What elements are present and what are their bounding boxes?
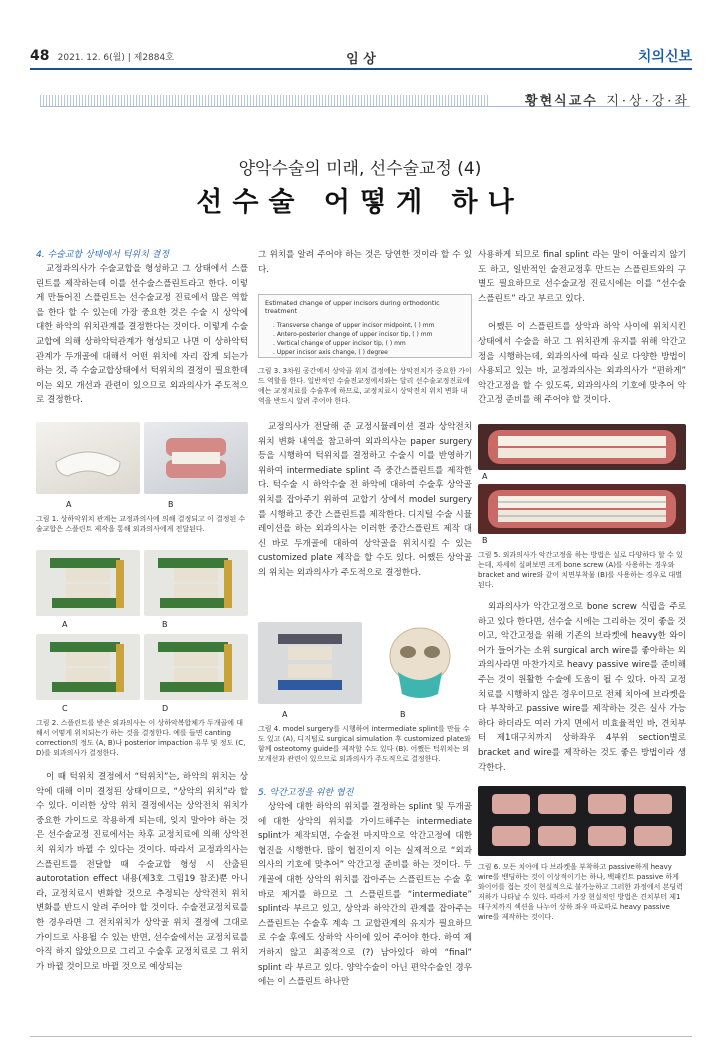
col2-para2: 교정의사가 전달해 준 교정시뮬레이션 결과 상악전치 위치 변화 내역을 참고하여 외과의사는 paper surgery 등을 시행하여 턱위치를 결정하고 수술시 이를 반영하기 위하여 intermediate splint 즉 중간스플린트를 제작한다. 턱수술 시 하악수술 전 하악에 대하여 수술후 상악골 위치를 잡아주기 위하여 교합기 상에서 model surgery를 시행하고 중간 스플린트를 제작한다. 디지털 수술 시뮬레이션을 하는 외과의사는 이러한 중간스플린트 제작 대신 바로 두개골에 대하여 상악골을 위치시킬 수 있는 customized plate 제작을 할 수도 있다. 어쨌든 상악골의 위치는 외과의사가 주도적으로 결정한다. xyxy=(258,422,472,578)
column-1-top xyxy=(36,248,248,408)
figure-5a-bone-screw-photo xyxy=(478,424,686,470)
banner-series: 지·상·강·좌 xyxy=(606,94,690,109)
issue-meta: 2021. 12. 6(월) | 제2884호 xyxy=(57,53,174,63)
articulator-icon xyxy=(36,634,140,700)
teeth-icon xyxy=(478,424,686,470)
checklist-item-2: . Antero-posterior change of upper incisor tip, ( ) mm xyxy=(273,331,433,338)
column-1-bottom xyxy=(36,770,248,974)
figure-1a-splint-photo xyxy=(36,422,140,494)
figure-6-caption: 그림 6. 모든 치아에 다 브라켓을 부착하고 passive하게 heavy wire를 밴딩하는 것이 이상적이기는 하나, 백패킨트 passive 하게 와이어를 접는 것이 현실적으로 불가능하고 그러한 과정에서 본딩력 저하가 나타날 수 있다. 따라서 가장 현실적인 방법은 견치부터 제1대구치까지 섹션을 나누어 상하 좌우 따로따로 heavy passive wire를 제작하는 것이다. xyxy=(478,863,683,921)
footer-rule xyxy=(30,1036,692,1037)
banner-title xyxy=(525,90,690,109)
banner-author: 황현식교수 xyxy=(525,94,598,109)
col2-para1: 그 위치를 알려 주어야 하는 것은 당연한 것이라 할 수 있다. xyxy=(258,250,472,275)
teeth-icon xyxy=(478,484,686,534)
column-3-top xyxy=(478,248,686,408)
figure-4b-skull-simulation xyxy=(368,622,472,704)
fig2-label-d: D xyxy=(162,704,169,713)
figure-4a-model-surgery-photo xyxy=(258,622,362,704)
fig4-label-a: A xyxy=(282,710,288,719)
figure-2d-articulator-photo xyxy=(144,634,248,700)
figure-6-sectional-wire-photo xyxy=(478,786,686,856)
fig2-label-c: C xyxy=(62,704,68,713)
figure-1b-model-photo xyxy=(144,422,248,494)
fig5-label-a: A xyxy=(482,472,488,481)
column-2-bottom xyxy=(258,786,472,990)
col3-para2: 어쨌든 이 스플린트를 상악과 하악 사이에 위치시킨 상태에서 수술을 하고 그 위치관계 유지를 위해 악간고정을 시행하는데, 외과의사에 따라 실로 다양한 방법이 사용되고 있는 바, 교정과의사는 외과의사가 “편하게” 악간고정을 할 수 있도록, 외과의사의 기호에 맞추어 악간고정 준비를 해 주어야 할 것이다. xyxy=(478,322,686,406)
figure-3-caption: 그림 3. 3차원 공간에서 상악골 위치 결정에는 상악전치가 중요한 가이드 역할을 한다. 일반적인 수술전교정에서와는 달리 선수술교정진료에에는 교정치료를 수술후에 하므로, 교정치료시 상악전치 위치 변화 내역을 반드시 알려 주어야 한다. xyxy=(258,367,472,405)
column-2-middle xyxy=(258,420,472,581)
checklist-item-3: . Vertical change of upper incisor tip, ( ) mm xyxy=(273,340,406,347)
figure-2c-articulator-photo xyxy=(36,634,140,700)
col2-para3: 상악에 대한 하악의 위치를 결정하는 splint 및 두개골에 대한 상악의 위치를 가이드해주는 intermediate splint가 제작되면, 수술전 마지막으로 악간고정에 대한 협진을 시행한다. 많이 협진이지 이는 실제적으로 “외과의사의 기호에 맞추어” 악간고정 준비를 하는 것이다. 두개골에 대한 상악의 위치를 잡아주는 스플린트는 수술 후 바로 제거를 하므로 그 스플린트를 “intermediate” splint라 부르고 있고, 상악과 하악간의 관계를 잡아주는 스플린트는 수술후 계속 그 교합관계의 유지가 필요하므로 수술 후에도 상하악 사이에 있어 주어야 한다. 하여 제거하지 않고 최종적으로 (?) 남아있다 하여 “final” splint 라 부르고 있다. 양악수술이 아닌 편악수술인 경우에는 이 스플린트 하나만 xyxy=(258,802,472,988)
section-name: 임 상 xyxy=(346,52,376,67)
dental-model-icon xyxy=(478,786,686,856)
fig1-label-b: B xyxy=(168,500,174,509)
checklist-item-1: . Transverse change of upper incisor midpoint, ( ) mm xyxy=(273,322,435,329)
article-title: 선수술 어떻게 하나 xyxy=(196,187,524,218)
dental-model-icon xyxy=(144,422,248,494)
figure-5b-bracket-photo xyxy=(478,484,686,534)
col1-para1: 교정과의사가 수술교합을 형성하고 그 상태에서 스플린트를 제작하는데 이를 선수술스플린트라고 한다. 이렇게 만들어진 스플린트는 선수술교정 진료에서 많은 역할을 한다 할 수 있는데 가장 중요한 것은 수술 시 상악에 대한 하악의 위치관계를 결정한다는 것이다. 이렇게 수술교합에 의해 상하악턱관계가 형성되고 나면 이 상하악턱관계가 두개골에 대해서 어떤 위치에 자리 잡게 되는가 하는 것, 즉 수술교합상태에서 턱위치의 결정이 필요한데 이는 외모 개선과 관련이 있으므로 외과의사가 주도적으로 결정한다. xyxy=(36,264,248,406)
checklist-title: Estimated change of upper incisors during orthodontic treatment xyxy=(265,299,440,315)
articulator-icon xyxy=(144,634,248,700)
fig4-label-b: B xyxy=(400,710,406,719)
page-number: 48 xyxy=(30,48,50,64)
figure-3-checklist-box xyxy=(258,294,472,358)
articulator-icon xyxy=(36,550,140,616)
section-4-heading: 4. 수술교합 상태에서 턱위치 결정 xyxy=(36,250,170,260)
fig2-label-a: A xyxy=(62,620,68,629)
articulator-icon xyxy=(144,550,248,616)
figure-2-caption: 그림 2. 스플린트를 받은 외과의사는 이 상하악복합체가 두개골에 대해서 어떻게 위치되는가 하는 것을 결정한다. 예를 들면 canting correction의 정도 (A, B)나 posterior impaction 유무 및 정도 (C, D)를 외과의사가 결정한다. xyxy=(36,719,246,757)
checklist-item-4: . Upper incisor axis change, ( ) degree xyxy=(273,349,388,356)
column-3-middle xyxy=(478,600,686,775)
col1-para2: 이 때 턱위치 결정에서 “턱위치”는, 하악의 위치는 상악에 대해 이미 결정된 상태이므로, “상악의 위치”라 할 수 있다. 이러한 상악 위치 결정에서는 상악전치 위치가 중요한 가이드로 작용하게 되는데, 잊지 말아야 하는 것은 선수술교정 진료에서는 차후 교정치료에 의해 상악전치 위치가 바뀔 수 있다는 것이다. 따라서 교정과의사는 스플린트를 전달할 때 수술교합 형성 시 산출된 autorotation effect 내용(제3호 그림19 참조)뿐 아니라, 교정치료시 변화할 것으로 추정되는 상악전치 위치 변화를 반드시 알려 주어야 할 것이다. 수술전교정치료를 한 경우라면 그 전치위치가 상악골 위치 결정에 그대로 가이드로 사용될 수 있는 반면, 선수술에서는 교정치료를 아직 하지 않았으므로 그리고 수술후 교정치료로 그 위치가 바뀔 것이므로 바뀔 것으로 예상되는 xyxy=(36,772,248,972)
col3-para3: 외과의사가 악간고정으로 bone screw 식립을 주로 하고 있다 한다면, 선수술 시에는 그리하는 것이 좋을 것이고, 악간고정을 위해 기존의 브라켓에 heavy한 와이어가 들어가는 소위 surgical arch wire를 좋아하는 외과의사라면 마찬가지로 heavy passive wire를 준비해 주는 것이 원활한 수술에 도움이 될 수 있다. 아직 교정치료를 시행하지 않은 경우이므로 전체 치아에 브라켓을 다 부착하고 passive wire를 제작하는 것은 실사 가능하다 하더라도 여러 가지 면에서 비효율적인 바, 견치부터 제1대구치까지 상하좌우 4부위 section별로 bracket and wire를 제작하는 것도 좋은 방법이라 생각한다. xyxy=(478,602,686,773)
fig5-label-b: B xyxy=(482,536,488,545)
article-subtitle: 양악수술의 미래, 선수술교정 (4) xyxy=(238,159,482,179)
skull-icon xyxy=(368,622,472,704)
header-rule xyxy=(30,68,692,70)
page-header xyxy=(30,46,692,68)
articulator-icon xyxy=(258,622,362,704)
figure-5-caption: 그림 5. 외과의사가 악간고정을 하는 방법은 실로 다양하다 할 수 있는데, 자세히 실펴보면 크게 bone screw (A)를 사용하는 경우와 bracket and wire와 같이 치면부착물 (B)를 사용하는 경우로 대별된다. xyxy=(478,551,683,589)
column-2-top xyxy=(258,248,472,277)
fig1-label-a: A xyxy=(66,500,72,509)
figure-2b-articulator-photo xyxy=(144,550,248,616)
col3-para1: 사용하게 되므로 final splint 라는 말이 어울리지 않기도 하고, 일반적인 술전교정후 만드는 스플린트와의 구별도 필요하므로 선수술교정 진료시에는 이를 “선수술스플린트” 라고 부르고 있다. xyxy=(478,250,686,304)
series-banner xyxy=(40,92,690,108)
splint-icon xyxy=(36,422,140,494)
section-5-heading: 5. 악간고정을 위한 협진 xyxy=(258,788,354,798)
figure-4-caption: 그림 4. model surgery를 시행하여 intermediate splint를 만들 수도 있고 (A), 디지털로 surgical simulation 후 customized plate와 함께 osteotomy guide를 제작할 수도 있다 (B). 어쨌든 턱위치는 외모개선과 관련이 있으므로 외과의사가 주도적으로 결정한다. xyxy=(258,725,471,763)
publication-name: 치의신보 xyxy=(637,49,692,65)
figure-1-caption: 그림 1. 상하악위치 관계는 교정과의사에 의해 결정되고 이 결정된 수술교합은 스플린트 제작을 통해 외과의사에게 전달된다. xyxy=(36,515,246,533)
figure-2a-articulator-photo xyxy=(36,550,140,616)
fig2-label-b: B xyxy=(162,620,168,629)
